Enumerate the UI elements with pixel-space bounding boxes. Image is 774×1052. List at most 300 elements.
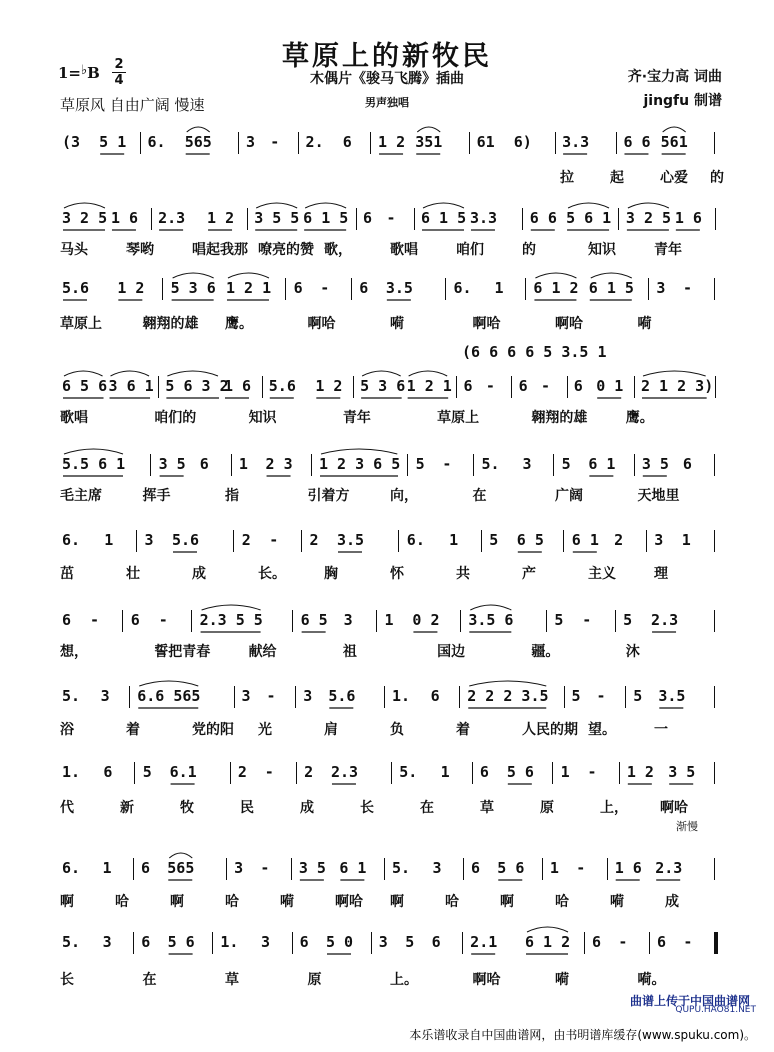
lyric-word: 上。 <box>390 972 418 988</box>
lyric-word: 民 <box>240 800 254 816</box>
note-group: 1 6 <box>614 859 642 877</box>
note-group: 5. <box>392 859 411 877</box>
note-group: 2.3 5 5 <box>199 611 263 629</box>
lyric-word: 鹰。 <box>225 316 253 332</box>
note-group: 6 <box>130 611 140 629</box>
slur <box>362 371 401 376</box>
lyric-word: 啊 <box>170 894 184 910</box>
lyric-word: 在 <box>420 800 434 816</box>
note-group: 3.3 <box>562 133 590 151</box>
note-group: 5 <box>571 687 581 705</box>
slur <box>568 203 609 208</box>
lyric-word: 嗬 <box>555 972 569 988</box>
note-group: 2 <box>241 531 251 549</box>
lyric-word: 怀 <box>390 566 404 582</box>
lyric-word: 啊 <box>390 894 404 910</box>
site-url: QUPU.HAO81.NET <box>675 1005 756 1015</box>
lyric-word: 主义 <box>588 566 616 582</box>
lyric-word: 草 <box>480 800 494 816</box>
lyric-word: 成 <box>192 566 206 582</box>
note-group: 561 <box>660 133 688 151</box>
lyric-word: 长。 <box>258 566 286 582</box>
lyric-word: 嗬。 <box>637 972 666 988</box>
note-group: 5. <box>481 455 500 473</box>
song-subtitle: 木偶片《骏马飞腾》插曲 <box>310 71 464 87</box>
lyric-word: 新 <box>120 800 134 816</box>
lyric-word: 的 <box>710 170 724 186</box>
note-group: 2.3 <box>655 859 683 877</box>
lyric-word: 原 <box>540 800 554 816</box>
lyric-word: 在 <box>142 972 157 988</box>
note-group: 3 <box>303 687 313 705</box>
note-group: 5. <box>62 687 81 705</box>
lyric-word: 引着方 <box>307 488 350 504</box>
note-group: 6 <box>682 455 692 473</box>
note-group: 6 1 2 <box>525 933 571 951</box>
note-group: 3 5 <box>668 763 696 781</box>
note-group: 5.6 <box>172 531 200 549</box>
slur <box>169 853 192 858</box>
slur <box>591 273 632 278</box>
lyric-word: 肩 <box>324 722 338 738</box>
note-group: 6. <box>406 531 425 549</box>
lyric-word: 天地里 <box>637 488 680 504</box>
note-group: 1 2 <box>207 209 235 227</box>
lyric-word: 哈 <box>445 894 459 910</box>
note-group: 3 <box>241 687 251 705</box>
slur <box>409 371 448 376</box>
note-group: - <box>260 859 270 877</box>
note-group: 6 <box>299 933 309 951</box>
lyric-word: 草原上 <box>437 410 480 426</box>
note-group: 1 <box>449 531 459 549</box>
slur <box>228 273 269 278</box>
note-group: - <box>587 763 597 781</box>
lyric-word: 国边 <box>437 644 466 660</box>
site-label: 曲谱上传于中国曲谱网 <box>629 994 750 1008</box>
lyric-word: 向， <box>390 488 418 504</box>
lyric-word: 挥手 <box>142 488 171 504</box>
note-group: 6 5 <box>516 531 544 549</box>
note-group: 5 6 3 2 <box>165 377 229 395</box>
lyric-word: 马头 <box>60 242 88 258</box>
note-group: 3.3 <box>469 209 498 227</box>
note-group: 1 <box>238 455 248 473</box>
note-group: - <box>158 611 168 629</box>
lyric-word: 鹰。 <box>625 410 654 426</box>
lyric-word: 咱们的 <box>154 410 197 426</box>
note-group: 6. <box>62 859 81 877</box>
note-group: 5 <box>623 611 633 629</box>
note-group: 5 6 1 <box>566 209 612 227</box>
slur <box>202 605 261 610</box>
note-group: 1 <box>440 763 450 781</box>
note-group: 6 6 <box>529 209 557 227</box>
lyric-word: 知识 <box>248 410 277 426</box>
lyric-word: 琴哟 <box>126 242 154 258</box>
note-group: 5 <box>633 687 643 705</box>
note-group: 6 <box>431 933 441 951</box>
note-group: 5 0 <box>326 933 354 951</box>
note-group: 6 <box>479 763 489 781</box>
note-group: - <box>320 279 330 297</box>
note-group: 3.5 6 <box>468 611 514 629</box>
slur <box>111 371 150 376</box>
note-group: 5 6 <box>167 933 195 951</box>
note-group: - <box>596 687 606 705</box>
note-group: 6. <box>453 279 472 297</box>
note-group: - <box>683 279 693 297</box>
note-group: 6 <box>140 859 150 877</box>
note-group: 6 <box>62 611 72 629</box>
lyric-word: 拉 <box>560 170 574 186</box>
note-group: 6 <box>518 377 528 395</box>
note-group: 3 <box>261 933 271 951</box>
lyric-word: 疆。 <box>531 644 560 660</box>
lyric-word: 的 <box>522 242 536 258</box>
note-group: - <box>576 859 586 877</box>
lyric-word: 哈 <box>225 894 239 910</box>
lyric-word: 广阔 <box>555 488 583 504</box>
slur <box>423 203 464 208</box>
note-group: 3 2 5 <box>62 209 108 227</box>
lyric-word: 长 <box>360 800 374 816</box>
lyric-word: 誓把青春 <box>154 644 211 660</box>
lyric-word: 嗬 <box>610 894 624 910</box>
note-group: 2 <box>309 531 319 549</box>
note-group: 3 <box>432 859 442 877</box>
lyric-word: 胸 <box>324 566 338 582</box>
lyric-word: 青年 <box>654 242 682 258</box>
note-group: 2.3 <box>651 611 679 629</box>
note-group: 3 <box>246 133 256 151</box>
slur <box>663 127 686 132</box>
note-group: 6 5 <box>300 611 328 629</box>
note-group: 565 <box>167 859 195 877</box>
note-group: 6 <box>592 933 602 951</box>
note-group: 6.6 565 <box>137 687 201 705</box>
lyric-word: 心爱 <box>660 170 688 186</box>
note-group: 0 2 <box>412 611 440 629</box>
note-group: 3 5 <box>641 455 669 473</box>
note-group: 6 <box>141 933 151 951</box>
slur <box>139 681 198 686</box>
note-group: - <box>442 455 452 473</box>
note-group: 6) <box>513 133 532 151</box>
note-group: 6 <box>657 933 667 951</box>
note-group: 1 <box>384 611 394 629</box>
lyric-word: 啊哈 <box>555 316 583 332</box>
note-group: (3 <box>62 133 81 151</box>
note-group: 3.5 <box>337 531 365 549</box>
note-group: 3.5 <box>385 279 413 297</box>
lyric-word: 草 <box>225 972 239 988</box>
note-group: 6 1 5 <box>303 209 349 227</box>
note-group: 6 1 5 <box>588 279 634 297</box>
slur <box>256 203 297 208</box>
lyric-word: 浴 <box>60 722 74 738</box>
note-group: 61 <box>476 133 495 151</box>
lyric-word: 指 <box>225 488 239 504</box>
lyric-word: 沐 <box>625 644 640 660</box>
lyric-word: 上， <box>600 800 628 816</box>
note-group: 1 2 <box>378 133 406 151</box>
note-group: 3 <box>654 531 664 549</box>
lyric-word: 嗬 <box>280 894 294 910</box>
note-group: 6.1 <box>169 763 197 781</box>
lyric-word: 光 <box>258 722 272 738</box>
lyric-word: 原 <box>307 972 322 988</box>
note-group: 5 1 <box>99 133 127 151</box>
note-group: - <box>683 933 693 951</box>
note-group: 1 2 3 6 5 <box>319 455 401 473</box>
note-group: 1 2 1 <box>225 279 272 297</box>
lyric-word: 咱们 <box>456 242 484 258</box>
meter-top: 2 <box>114 57 124 72</box>
note-group: 5 <box>489 531 499 549</box>
note-group: 2 <box>614 531 624 549</box>
note-group: 6 <box>199 455 209 473</box>
note-group: 1 2 <box>315 377 343 395</box>
note-group: 5 6 <box>506 763 534 781</box>
lyric-word: 嗬 <box>637 316 652 332</box>
note-group: 3 <box>522 455 532 473</box>
note-group: 5 <box>142 763 152 781</box>
note-group: - <box>264 763 274 781</box>
note-group: 1 <box>549 859 559 877</box>
note-group: 1 <box>104 531 114 549</box>
note-group: 1 2 <box>117 279 145 297</box>
lyric-word: 着 <box>456 722 470 738</box>
note-group: 5. <box>399 763 418 781</box>
lyric-word: 共 <box>456 566 470 582</box>
lyric-word: 啊 <box>60 894 74 910</box>
slur <box>64 371 103 376</box>
slur <box>469 681 546 686</box>
lyric-word: 嘹亮的赞 <box>258 242 314 258</box>
note-group: 6 6 <box>623 133 651 151</box>
note-group: 6 <box>103 763 113 781</box>
note-group: - <box>582 611 592 629</box>
lyric-word: 献给 <box>248 644 277 660</box>
lyric-word: 啊 <box>500 894 514 910</box>
lyric-word: 翱翔的雄 <box>142 316 199 332</box>
arranger-credit: jingfu 制谱 <box>643 93 722 109</box>
lyric-word: 长 <box>60 972 74 988</box>
lyric-word: 茁 <box>60 566 74 582</box>
note-group: 2 2 2 3.5 <box>467 687 549 705</box>
note-group: 3 6 1 <box>108 377 154 395</box>
note-group: 6 1 5 <box>421 209 467 227</box>
slur <box>64 203 105 208</box>
slur <box>417 127 440 132</box>
note-group: 1. <box>220 933 239 951</box>
note-group: 1 <box>560 763 570 781</box>
footer-note: 本乐谱收录自中国曲谱网，由书明谱库缓存(www.spuku.com)。 <box>409 1028 756 1042</box>
note-group: - <box>266 687 276 705</box>
note-group: 6. <box>147 133 166 151</box>
lyric-word: 哈 <box>115 894 129 910</box>
note-group: 6 1 2 <box>533 279 579 297</box>
note-group: 1 <box>494 279 504 297</box>
lyric-word: 成 <box>300 800 314 816</box>
note-group: - <box>485 377 495 395</box>
note-group: 5 <box>415 455 425 473</box>
note-group: 6 <box>359 279 369 297</box>
slur <box>321 449 397 454</box>
flat-sign: ♭ <box>81 63 88 78</box>
note-group: 5.6 <box>328 687 356 705</box>
note-group: 3 <box>378 933 388 951</box>
note-group: 5 3 6 <box>170 279 216 297</box>
interlude-notation: (6 6 6 6 5 3.5 1 <box>462 343 607 361</box>
lyric-word: 负 <box>390 722 404 738</box>
song-title: 草原上的新牧民 <box>282 41 492 72</box>
slur <box>173 273 214 278</box>
note-group: 3 <box>100 687 110 705</box>
note-group: 3 5 <box>298 859 326 877</box>
lyric-word: 壮 <box>126 566 140 582</box>
note-group: 1 2 <box>626 763 654 781</box>
key-prefix: 1= <box>58 64 82 82</box>
slur <box>470 605 511 610</box>
note-group: - <box>541 377 551 395</box>
lyric-word: 想， <box>60 644 88 660</box>
lyric-word: 歌唱 <box>390 242 418 258</box>
slur <box>64 449 123 454</box>
note-group: 5 <box>561 455 571 473</box>
meter-bottom: 4 <box>114 73 124 88</box>
note-group: 2.3 <box>158 209 186 227</box>
note-group: 6 1 <box>571 531 599 549</box>
note-group: 2 <box>304 763 314 781</box>
note-group: 2 1 2 3) <box>641 377 714 395</box>
key-note: B <box>87 64 100 82</box>
lyric-word: 嗬 <box>390 316 404 332</box>
lyricist-credit: 齐·宝力高 词曲 <box>627 69 722 85</box>
note-group: 6 1 <box>339 859 367 877</box>
note-group: 5.6 <box>268 377 296 395</box>
note-group: 2. <box>305 133 324 151</box>
slur <box>187 127 210 132</box>
note-group: 3 2 5 <box>625 209 672 227</box>
note-group: 351 <box>415 133 443 151</box>
note-group: 3 <box>102 933 112 951</box>
lyric-word: 产 <box>522 566 536 582</box>
lyric-word: 青年 <box>342 410 371 426</box>
lyric-word: 人民的期 <box>522 722 578 738</box>
note-group: 1 <box>102 859 112 877</box>
note-group: 1. <box>62 763 81 781</box>
note-group: 2 3 <box>265 455 293 473</box>
note-group: 5 6 <box>497 859 525 877</box>
lyric-word: 知识 <box>588 242 616 258</box>
note-group: 3 <box>144 531 154 549</box>
note-group: 3.5 <box>658 687 686 705</box>
lyric-word: 啊哈 <box>307 316 336 332</box>
slur <box>305 203 346 208</box>
note-group: 5.6 <box>62 279 90 297</box>
note-group: 1 6 <box>223 377 252 395</box>
note-group: 2.1 <box>470 933 498 951</box>
slur <box>167 371 218 376</box>
lyric-word: 啊哈 <box>660 800 688 816</box>
lyric-word: 代 <box>60 800 74 816</box>
note-group: 1 <box>681 531 691 549</box>
note-group: 6 <box>293 279 303 297</box>
lyric-word: 唱起我那 <box>192 242 248 258</box>
note-group: 565 <box>184 133 212 151</box>
note-group: 6 <box>470 859 480 877</box>
note-group: 1. <box>392 687 411 705</box>
note-group: 6 <box>430 687 440 705</box>
note-group: 1 2 1 <box>406 377 452 395</box>
lyric-word: 毛主席 <box>60 488 102 504</box>
note-group: 6 5 6 <box>62 377 108 395</box>
slur <box>643 371 706 376</box>
note-group: 2.3 <box>330 763 359 781</box>
slur <box>535 273 576 278</box>
note-group: 6 <box>342 133 352 151</box>
note-group: - <box>89 611 99 629</box>
lyric-word: 在 <box>472 488 487 504</box>
note-group: 6 <box>463 377 473 395</box>
lyric-word: 起 <box>610 170 624 186</box>
lyric-word: 啊哈 <box>472 972 501 988</box>
note-group: - <box>269 531 279 549</box>
note-group: 0 1 <box>596 377 624 395</box>
note-group: 3 <box>656 279 666 297</box>
lyric-word: 祖 <box>342 644 357 660</box>
lyric-word: 啊哈 <box>472 316 501 332</box>
tempo-marking: 渐慢 <box>676 820 698 833</box>
slur <box>527 927 568 932</box>
note-group: 6 <box>362 209 373 227</box>
lyric-word: 哈 <box>555 894 569 910</box>
note-group: 2 <box>237 763 247 781</box>
lyric-word: 歌唱 <box>60 410 88 426</box>
note-group: 5. <box>62 933 81 951</box>
lyric-word: 成 <box>665 894 679 910</box>
lyric-word: 望。 <box>588 722 616 738</box>
note-group: 1 6 <box>674 209 702 227</box>
lyric-word: 歌， <box>324 242 352 258</box>
note-group: 3 5 <box>158 455 186 473</box>
note-group: 6 <box>573 377 583 395</box>
note-group: 3 5 5 <box>254 209 300 227</box>
note-group: 3 <box>343 611 353 629</box>
note-group: - <box>270 133 280 151</box>
note-group: 5 <box>405 933 415 951</box>
note-group: 1 6 <box>110 209 139 227</box>
lyric-word: 理 <box>654 566 668 582</box>
note-group: - <box>386 209 396 227</box>
note-group: 5 3 6 <box>360 377 406 395</box>
lyric-word: 一 <box>654 722 668 738</box>
voice-type: 男声独唱 <box>365 96 409 109</box>
lyric-word: 牧 <box>180 800 194 816</box>
note-group: 5 <box>554 611 564 629</box>
lyric-word: 翱翔的雄 <box>531 410 588 426</box>
note-group: 6 1 <box>588 455 616 473</box>
tempo-mood: 草原风 自由广阔 慢速 <box>60 96 205 114</box>
slur <box>628 203 669 208</box>
lyric-word: 啊哈 <box>335 894 363 910</box>
note-group: 3 <box>234 859 244 877</box>
lyric-word: 党的阳 <box>192 722 234 738</box>
note-group: - <box>618 933 628 951</box>
lyric-word: 草原上 <box>60 316 102 332</box>
